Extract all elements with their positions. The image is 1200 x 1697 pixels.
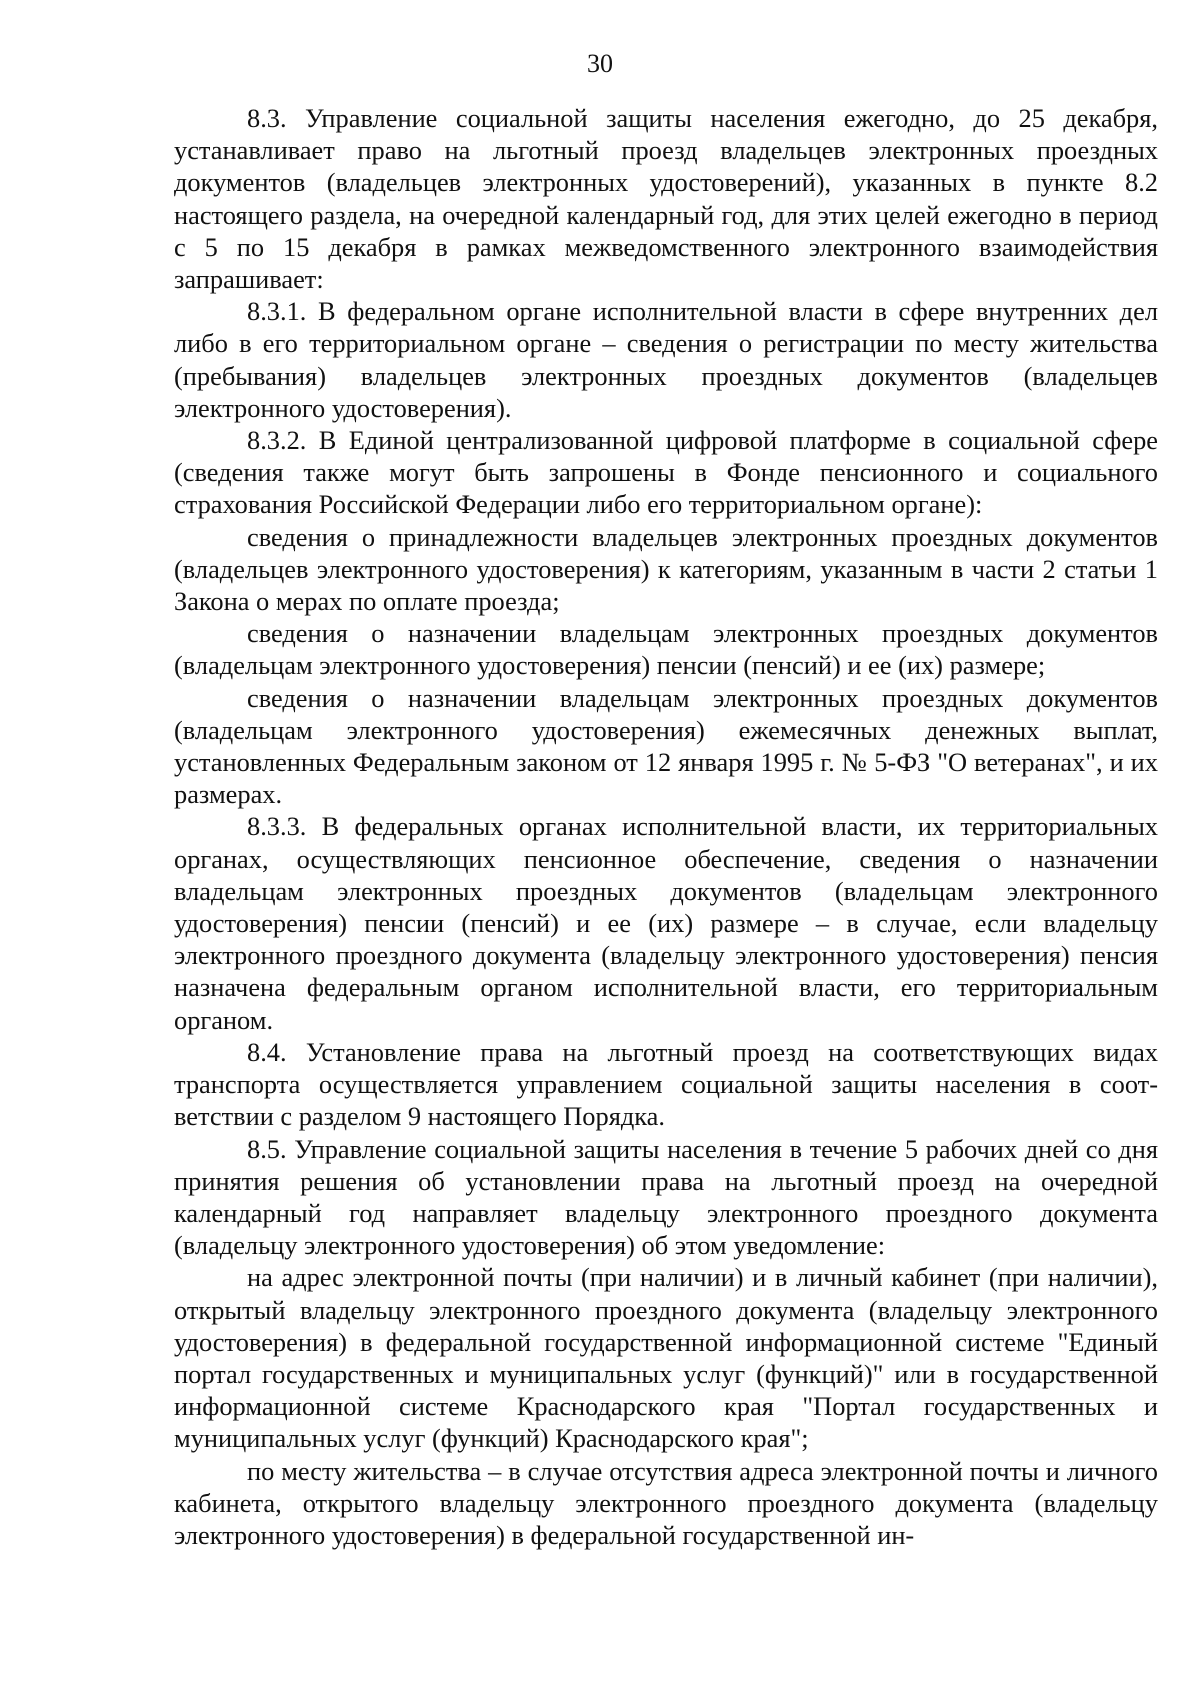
paragraph-8-3-2-item-1: сведения о принадлежности владельцев электронных проездных документов (владельцев электронного удостоверения) к категориям, указанным в части 2 статьи 1 Закона о мерах по оплате проезда; (174, 521, 1158, 617)
paragraph-8-5: 8.5. Управление социальной защиты населения в течение 5 рабочих дней со дня принятия решения об установлении права на льготный проезд на очередной календарный год направляет владельцу электронного проездного документа (владельцу электронного удостоверения) об этом уведомление: (174, 1133, 1158, 1261)
paragraph-8-3-2-item-2: сведения о назначении владельцам электронных проездных документов (владельцам электронного удостоверения) пенсии (пенсий) и ее (их) размере; (174, 618, 1158, 681)
paragraph-8-4: 8.4. Установление права на льготный проезд на соответствующих видах транспорта осуществляется управлением социальной защиты населения в соответствии с разделом 9 настоящего Порядка. (174, 1036, 1158, 1132)
paragraph-8-3-2-item-3: сведения о назначении владельцам электронных проездных документов (владельцам электронного удостоверения) ежемесячных денежных выплат, установленных Федеральным законом от 12 января 1995 г. № 5-ФЗ "О ветеранах", и их размерах. (174, 682, 1158, 810)
paragraph-8-5-item-1: на адрес электронной почты (при наличии) и в личный кабинет (при наличии), открытый владельцу электронного проездного документа (владельцу электронного удостоверения) в федеральной государственной информационной системе "Единый портал государственных и муниципальных услуг (функций)" или в государственной информационной системе Краснодарского края "Портал государственных и муниципальных услуг (функций) Краснодарского края"; (174, 1262, 1158, 1454)
paragraph-8-3-1: 8.3.1. В федеральном органе исполнительной власти в сфере внутренних дел либо в его территориальном органе – сведения о регистрации по месту жительства (пребывания) владельцев электронных проездных документов (владельцев электронного удостоверения). (174, 296, 1158, 423)
paragraph-8-3-3: 8.3.3. В федеральных органах исполнительной власти, их территориальных органах, осуществляющих пенсионное обеспечение, сведения о назначении владельцам электронных проездных документов (владельцам электронного удостоверения) пенсии (пенсий) и ее (их) размере – в случае, если владельцу электронного проездного документа (владельцу электронного удостоверения) пенсия назначена федеральным органом исполнительной власти, его территориальным органом. (174, 811, 1158, 1035)
paragraph-8-5-item-2: по месту жительства – в случае отсутствия адреса электронной почты и личного кабинета, открытого владельцу электронного проездного документа (владельцу электронного удостоверения) в федеральной государственной ин- (174, 1455, 1158, 1550)
document-body (174, 102, 1158, 1551)
page-number: 30 (587, 49, 613, 78)
paragraph-8-3-2: 8.3.2. В Единой централизованной цифровой платформе в социальной сфере (сведения также могут быть запрошены в Фонде пенсионного и социального страхования Российской Федерации либо его территориальном органе): (174, 425, 1158, 520)
paragraph-8-3: 8.3. Управление социальной защиты населения ежегодно, до 25 декабря, устанавливает право на льготный проезд владельцев электронных проездных документов (владельцев электронных удостоверений), указанных в пункте 8.2 настоящего раздела, на очередной календарный год, для этих целей ежегодно в период с 5 по 15 декабря в рамках межведомственного электронного взаимодействия запрашивает: (174, 103, 1158, 295)
